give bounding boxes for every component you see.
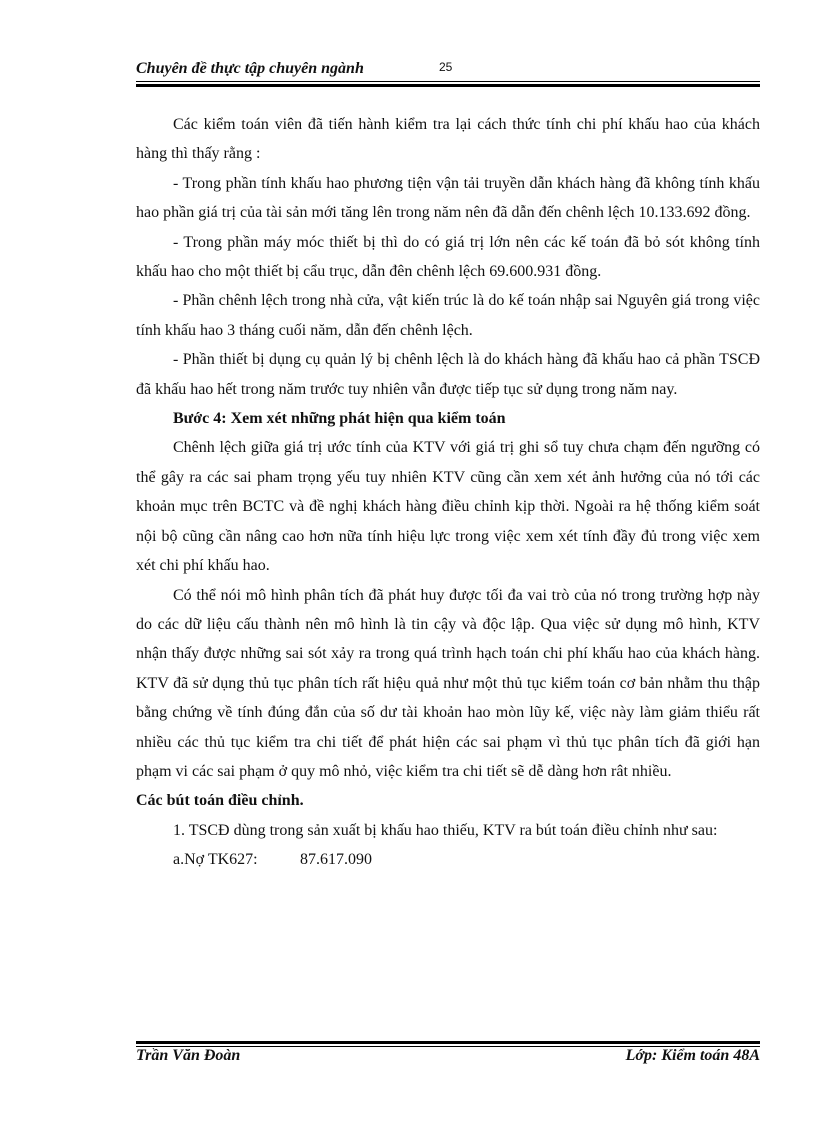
header-title: Chuyên đề thực tập chuyên ngành [136,60,364,77]
paragraph-buildings: - Phần chênh lệch trong nhà cửa, vật kiến trúc là do kế toán nhập sai Nguyên giá trong việc tính khấu hao 3 tháng cuối năm, dẫn đến chênh lệch. [136,292,760,339]
footer-class: Lớp: Kiểm toán 48A [625,1047,760,1064]
footer-rule-thick [136,1041,760,1044]
footer-author: Trần Văn Đoàn [136,1047,241,1064]
adjusting-entries-heading: Các bút toán điều chỉnh. [136,792,304,810]
header-rule-thick [136,84,760,87]
paragraph-machinery: - Trong phần máy móc thiết bị thì do có giá trị lớn nên các kế toán đã bỏ sót không tính khấu hao cho một thiết bị cẩu trục, dẫn đên chênh lệch 69.600.931 đồng. [136,233,760,281]
paragraph-intro: Các kiểm toán viên đã tiến hành kiểm tra lại cách thức tính chi phí khấu hao của khách hàng thì thấy rằng : [136,116,760,163]
page-number: 25 [439,60,453,74]
step-4-heading: Bước 4: Xem xét những phát hiện qua kiểm toán [173,410,506,428]
paragraph-transport: - Trong phần tính khấu hao phương tiện vận tải truyền dẫn khách hàng đã không tính khấu hao phần giá trị của tài sản mới tăng lên trong năm nên đã dẫn đến chênh lệch 10.133.692 đồng. [136,174,760,222]
journal-entry [136,845,760,874]
entry-account: a.Nợ TK627: [173,851,258,869]
document-body [136,110,760,875]
paragraph-model: Có thể nói mô hình phân tích đã phát huy được tối đa vai trò của nó trong trường hợp này do các dữ liệu cấu thành nên mô hình là tin cậy và độc lập. Qua việc sử dụng mô hình, KTV nhận thấy được những sai sót xảy ra trong quá trình hạch toán chi phí khấu hao của khách hàng. KTV đã sử dụng thủ tục phân tích rất hiệu quả như một thủ tục kiểm toán cơ bản nhằm thu thập bằng chứng về tính đúng đắn của số dư tài khoản hao mòn lũy kế, việc này làm giảm thiểu rất nhiều các thủ tục kiểm tra chi tiết để phát hiện các sai phạm vì thủ tục phân tích đã giới hạn phạm vi các sai phạm ở quy mô nhỏ, việc kiểm tra chi tiết sẽ dễ dàng hơn rât nhiều. [136,586,760,780]
paragraph-adjustment-1: 1. TSCĐ dùng trong sản xuất bị khấu hao thiếu, KTV ra bút toán điều chỉnh như sau: [173,821,718,839]
entry-amount: 87.617.090 [300,851,372,869]
page-header [136,58,760,82]
paragraph-difference: Chênh lệch giữa giá trị ước tính của KTV với giá trị ghi sổ tuy chưa chạm đến ngưỡng có thể gây ra các sai pham trọng yếu tuy nhiên KTV cũng cần xem xét ảnh hưởng của nó tới các khoản mục trên BCTC và đề nghị khách hàng điều chỉnh kịp thời. Ngoài ra hệ thống kiểm soát nội bộ cũng cần nâng cao hơn nữa tính hiệu lực trong việc xem xét tính đầy đủ trong việc xem xét chi phí khấu hao. [136,439,760,575]
header-rule-thin [136,81,760,82]
paragraph-equipment: - Phần thiết bị dụng cụ quản lý bị chênh lệch là do khách hàng đã khấu hao cả phần TSCĐ đã khấu hao hết trong năm trước tuy nhiên vẫn được tiếp tục sử dụng trong năm nay. [136,351,760,398]
